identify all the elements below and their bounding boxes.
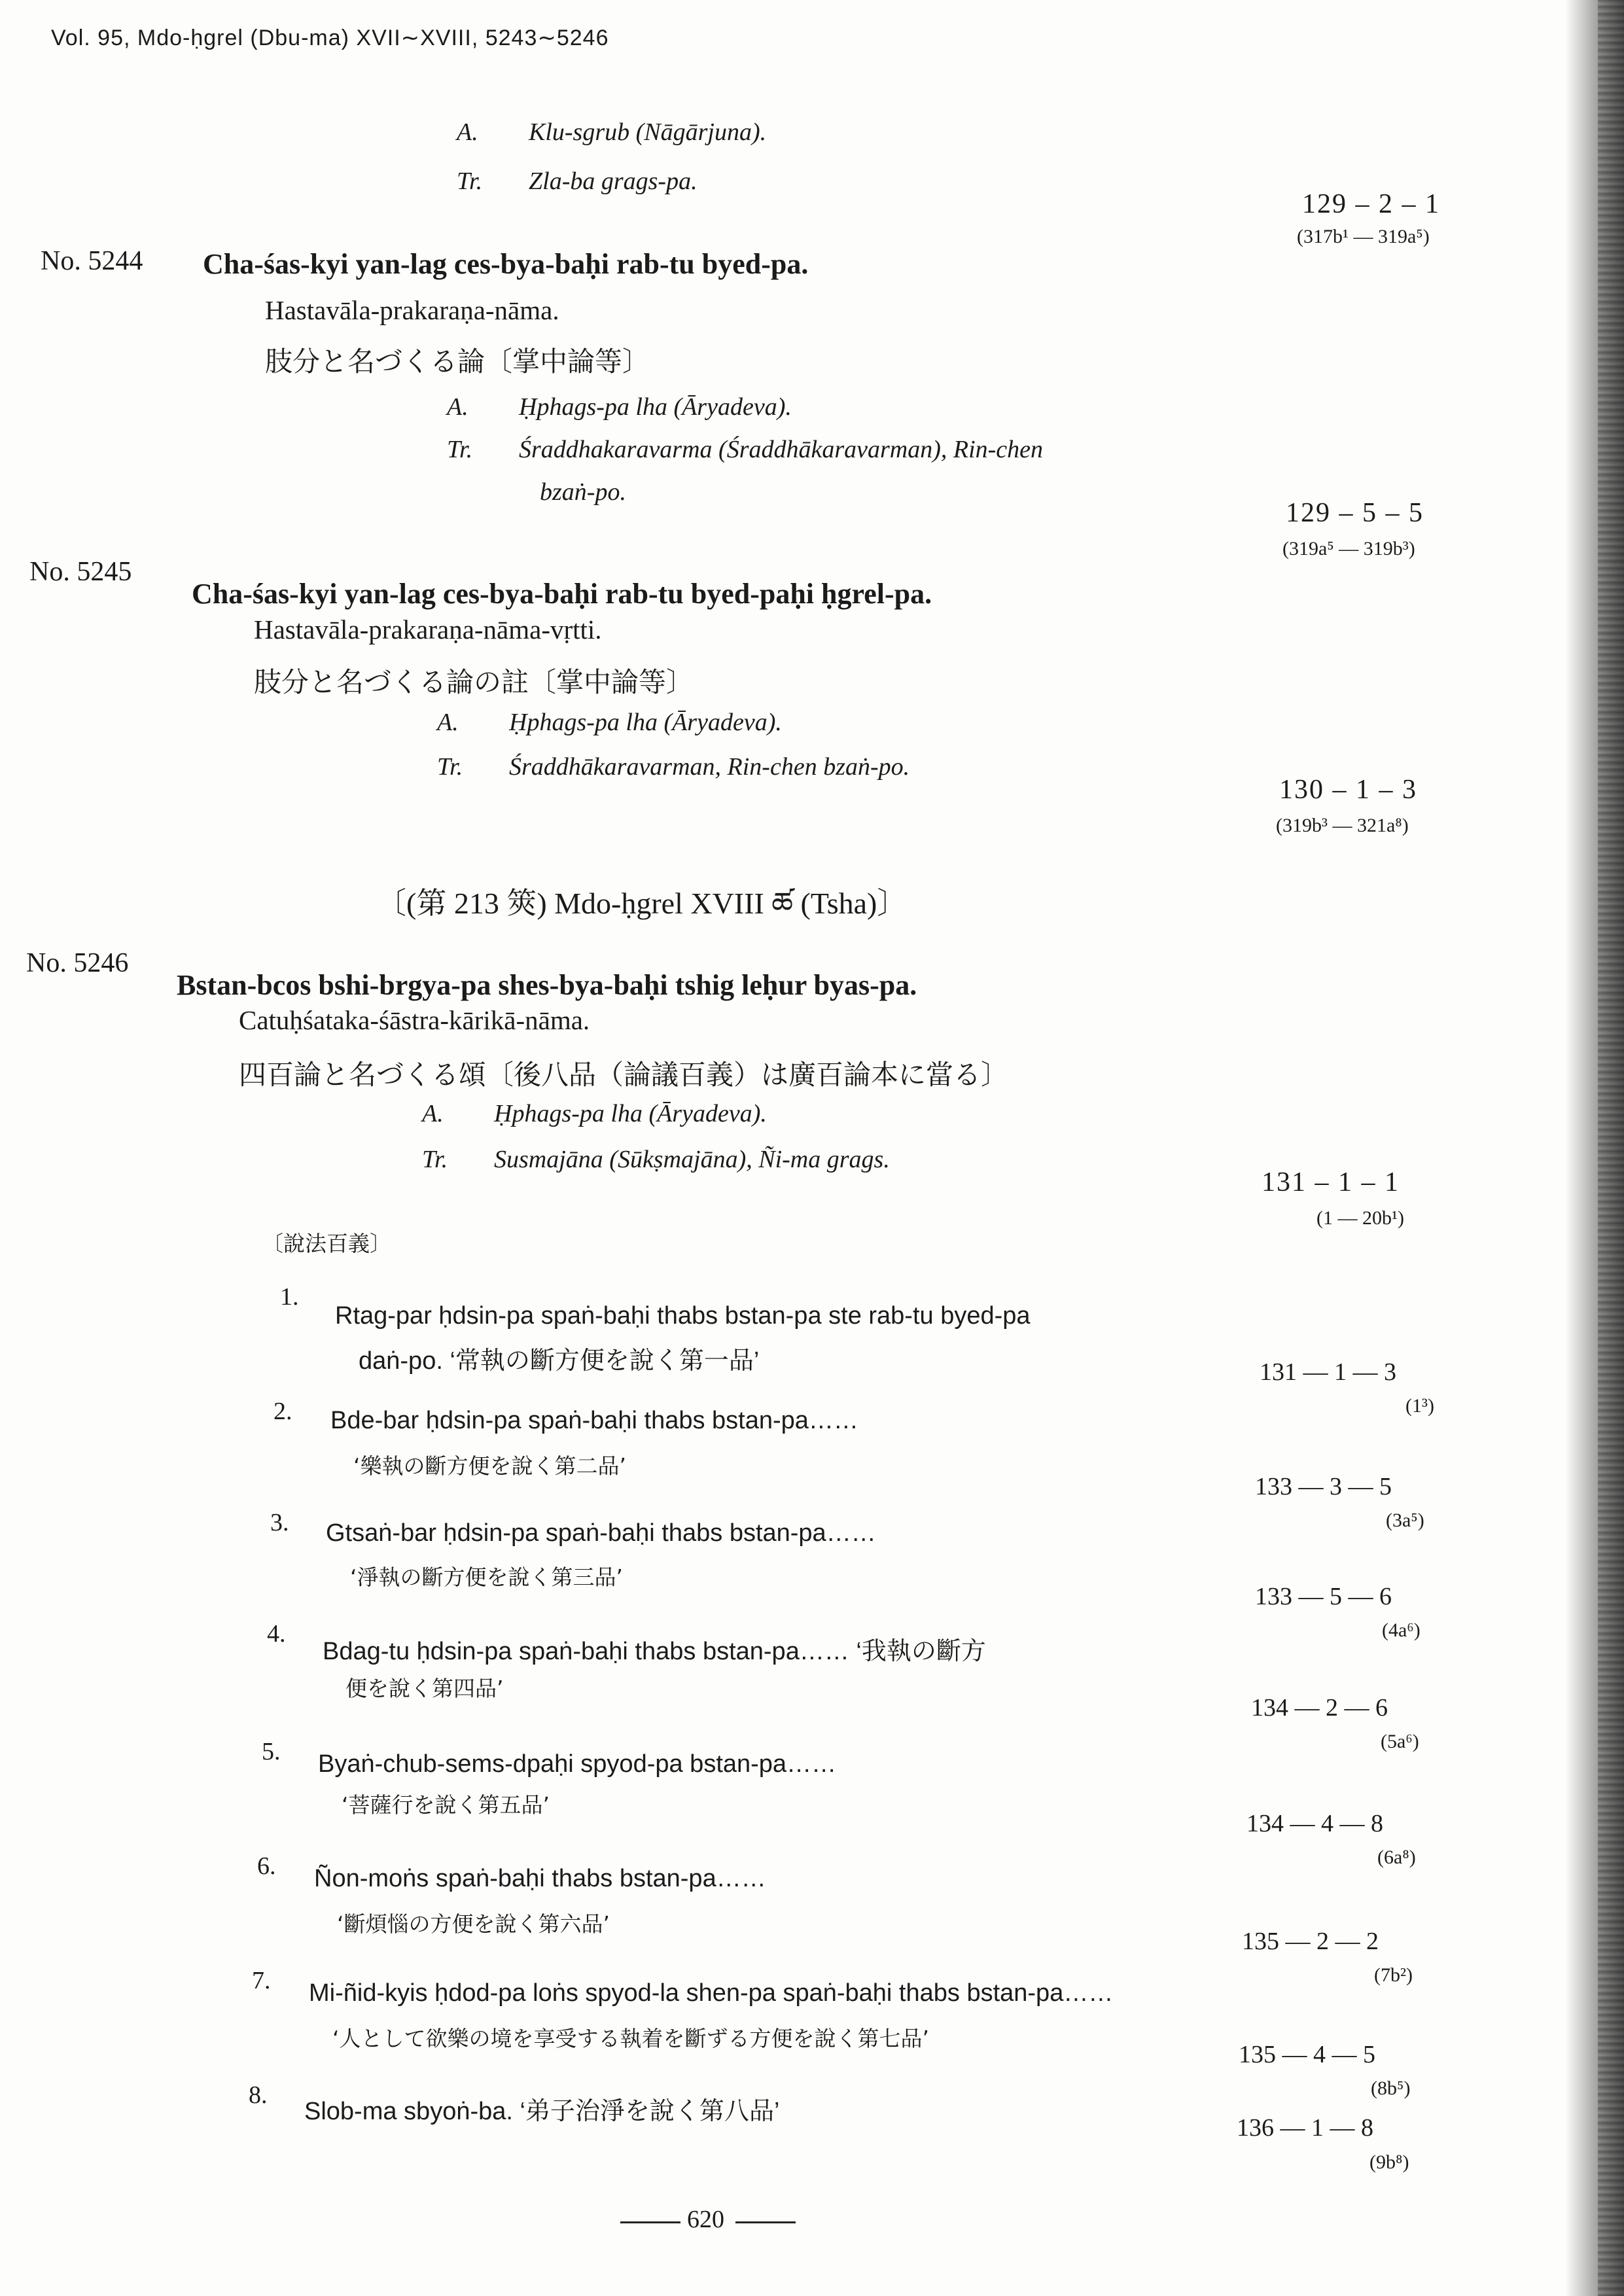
reference-number: 129 – 2 – 1: [1302, 189, 1440, 219]
reference-number: 130 – 1 – 3: [1279, 775, 1417, 805]
author-text: Klu-sgrub (Nāgārjuna).: [529, 118, 767, 146]
folio-range: (9b⁸): [1369, 2151, 1409, 2173]
reference-number: 134 — 4 — 8: [1246, 1810, 1383, 1837]
sanskrit-title: Catuḥśataka-śāstra-kārikā-nāma.: [239, 1005, 590, 1035]
folio-range: (1³): [1405, 1395, 1434, 1417]
folio-range: (6a⁸): [1377, 1846, 1416, 1868]
entry-number: No. 5246: [26, 948, 129, 978]
chapter-number: 6.: [257, 1852, 276, 1880]
subheading: 〔說法百義〕: [262, 1231, 391, 1256]
folio-range: (5a⁶): [1381, 1731, 1419, 1752]
author-text: Ḥphags-pa lha (Āryadeva).: [509, 709, 782, 736]
reference-number: 135 — 4 — 5: [1239, 2041, 1375, 2068]
chapter-title-continued: ‘菩薩行を說く第五品’: [342, 1792, 550, 1818]
entry-number: No. 5245: [29, 557, 132, 587]
reference-number: 136 — 1 — 8: [1237, 2114, 1373, 2142]
folio-range: (1 — 20b¹): [1316, 1207, 1404, 1229]
section-heading: 〔(第 213 筴) Mdo-ḥgrel XVIII ཚ (Tsha)〕: [376, 887, 908, 920]
reference-number: 135 — 2 — 2: [1242, 1928, 1379, 1955]
translator-label: Tr.: [437, 753, 463, 781]
chapter-number: 1.: [280, 1283, 299, 1311]
chapter-title-continued: 便を說く第四品’: [345, 1676, 504, 1701]
translator-text-continued: bzaṅ-po.: [540, 478, 626, 506]
translator-text: Śraddhakaravarma (Śraddhākaravarman), Rin-chen: [519, 436, 1044, 463]
reference-number: 131 – 1 – 1: [1262, 1167, 1400, 1197]
reference-number: 133 — 3 — 5: [1255, 1473, 1392, 1500]
running-header: Vol. 95, Mdo-ḥgrel (Dbu-ma) XVII∼XVIII, 5243∼5246: [51, 26, 609, 50]
author-text: Ḥphags-pa lha (Āryadeva).: [494, 1100, 767, 1127]
chapter-title: Slob-ma sbyoṅ-ba. ‘弟子治淨を說く第八品’: [304, 2098, 780, 2125]
chapter-number: 5.: [262, 1738, 281, 1765]
reference-number: 133 — 5 — 6: [1255, 1583, 1392, 1610]
chapter-number: 4.: [267, 1620, 286, 1648]
folio-range: (319b³ — 321a⁸): [1276, 815, 1409, 836]
author-line: [457, 118, 766, 147]
entry-title: Bstan-bcos bshi-brgya-pa shes-bya-baḥi tshig leḥur byas-pa.: [177, 969, 917, 1001]
author-line: [422, 1099, 767, 1128]
scan-edge-texture: [1598, 0, 1624, 2296]
japanese-title: 四百論と名づくる頌〔後八品（論議百義）は廣百論本に當る〕: [239, 1059, 1009, 1091]
translator-line: [447, 435, 1043, 464]
chapter-title: Ñon-moṅs spaṅ-baḥi thabs bstan-pa……: [314, 1865, 766, 1892]
entry-title: Cha-śas-kyi yan-lag ces-bya-baḥi rab-tu byed-paḥi ḥgrel-pa.: [192, 578, 932, 610]
chapter-number: 7.: [252, 1967, 271, 1994]
chapter-number: 8.: [249, 2081, 268, 2109]
chapter-title: Gtsaṅ-bar ḥdsin-pa spaṅ-baḥi thabs bstan-pa……: [326, 1519, 876, 1547]
entry-title: Cha-śas-kyi yan-lag ces-bya-baḥi rab-tu byed-pa.: [203, 248, 809, 280]
folio-range: (8b⁵): [1371, 2077, 1411, 2099]
japanese-title: 肢分と名づくる論〔掌中論等〕: [265, 345, 650, 378]
translator-line: [422, 1145, 890, 1174]
translator-text: Śraddhākaravarman, Rin-chen bzaṅ-po.: [509, 753, 910, 781]
folio-range: (319a⁵ — 319b³): [1282, 538, 1415, 559]
author-text: Ḥphags-pa lha (Āryadeva).: [519, 393, 792, 421]
author-label: A.: [422, 1100, 444, 1127]
page-number: 620: [687, 2206, 724, 2233]
translator-line: [437, 752, 909, 781]
sanskrit-title: Hastavāla-prakaraṇa-nāma.: [265, 295, 559, 325]
page-number-rule-right: [735, 2221, 796, 2223]
author-line: [447, 393, 792, 421]
chapter-title: Bdag-tu ḥdsin-pa spaṅ-baḥi thabs bstan-pa…… ‘我執の斷方: [323, 1638, 986, 1665]
chapter-title-continued: daṅ-po. ‘常執の斷方便を說く第一品’: [359, 1347, 760, 1375]
chapter-number: 3.: [270, 1509, 289, 1536]
chapter-title: Byaṅ-chub-sems-dpaḥi spyod-pa bstan-pa……: [318, 1750, 837, 1778]
japanese-title: 肢分と名づくる論の註〔掌中論等〕: [254, 666, 694, 698]
sanskrit-title: Hastavāla-prakaraṇa-nāma-vṛtti.: [254, 614, 602, 645]
entry-number: No. 5244: [41, 246, 143, 276]
translator-line: [457, 167, 697, 196]
page-number-rule-left: [620, 2221, 680, 2223]
author-line: [437, 708, 782, 737]
chapter-title: Mi-ñid-kyis ḥdod-pa loṅs spyod-la shen-pa spaṅ-baḥi thabs bstan-pa……: [309, 1979, 1114, 2007]
folio-range: (7b²): [1374, 1964, 1413, 1986]
chapter-number: 2.: [274, 1398, 292, 1425]
chapter-title-continued: ‘人として欲樂の境を享受する執着を斷ずる方便を說く第七品’: [332, 2026, 929, 2051]
author-label: A.: [437, 709, 459, 736]
folio-range: (3a⁵): [1386, 1510, 1424, 1531]
reference-number: 131 — 1 — 3: [1260, 1358, 1396, 1386]
chapter-title: Rtag-par ḥdsin-pa spaṅ-baḥi thabs bstan-pa ste rab-tu byed-pa: [335, 1302, 1031, 1330]
translator-text: Zla-ba grags-pa.: [529, 168, 697, 195]
author-label: A.: [447, 393, 468, 421]
folio-range: (317b¹ — 319a⁵): [1297, 226, 1430, 247]
translator-label: Tr.: [447, 436, 473, 463]
reference-number: 134 — 2 — 6: [1251, 1694, 1388, 1722]
author-label: A.: [457, 118, 478, 146]
chapter-title-continued: ‘樂執の斷方便を說く第二品’: [353, 1453, 626, 1479]
chapter-title-continued: ‘斷煩惱の方便を說く第六品’: [337, 1911, 610, 1937]
translator-label: Tr.: [422, 1146, 448, 1173]
translator-label: Tr.: [457, 168, 483, 195]
translator-text: Susmajāna (Sūkṣmajāna), Ñi-ma grags.: [494, 1146, 890, 1173]
chapter-title: Bde-bar ḥdsin-pa spaṅ-baḥi thabs bstan-pa……: [330, 1407, 858, 1434]
folio-range: (4a⁶): [1382, 1619, 1421, 1641]
chapter-title-continued: ‘淨執の斷方便を說く第三品’: [350, 1564, 623, 1590]
reference-number: 129 – 5 – 5: [1286, 498, 1424, 528]
